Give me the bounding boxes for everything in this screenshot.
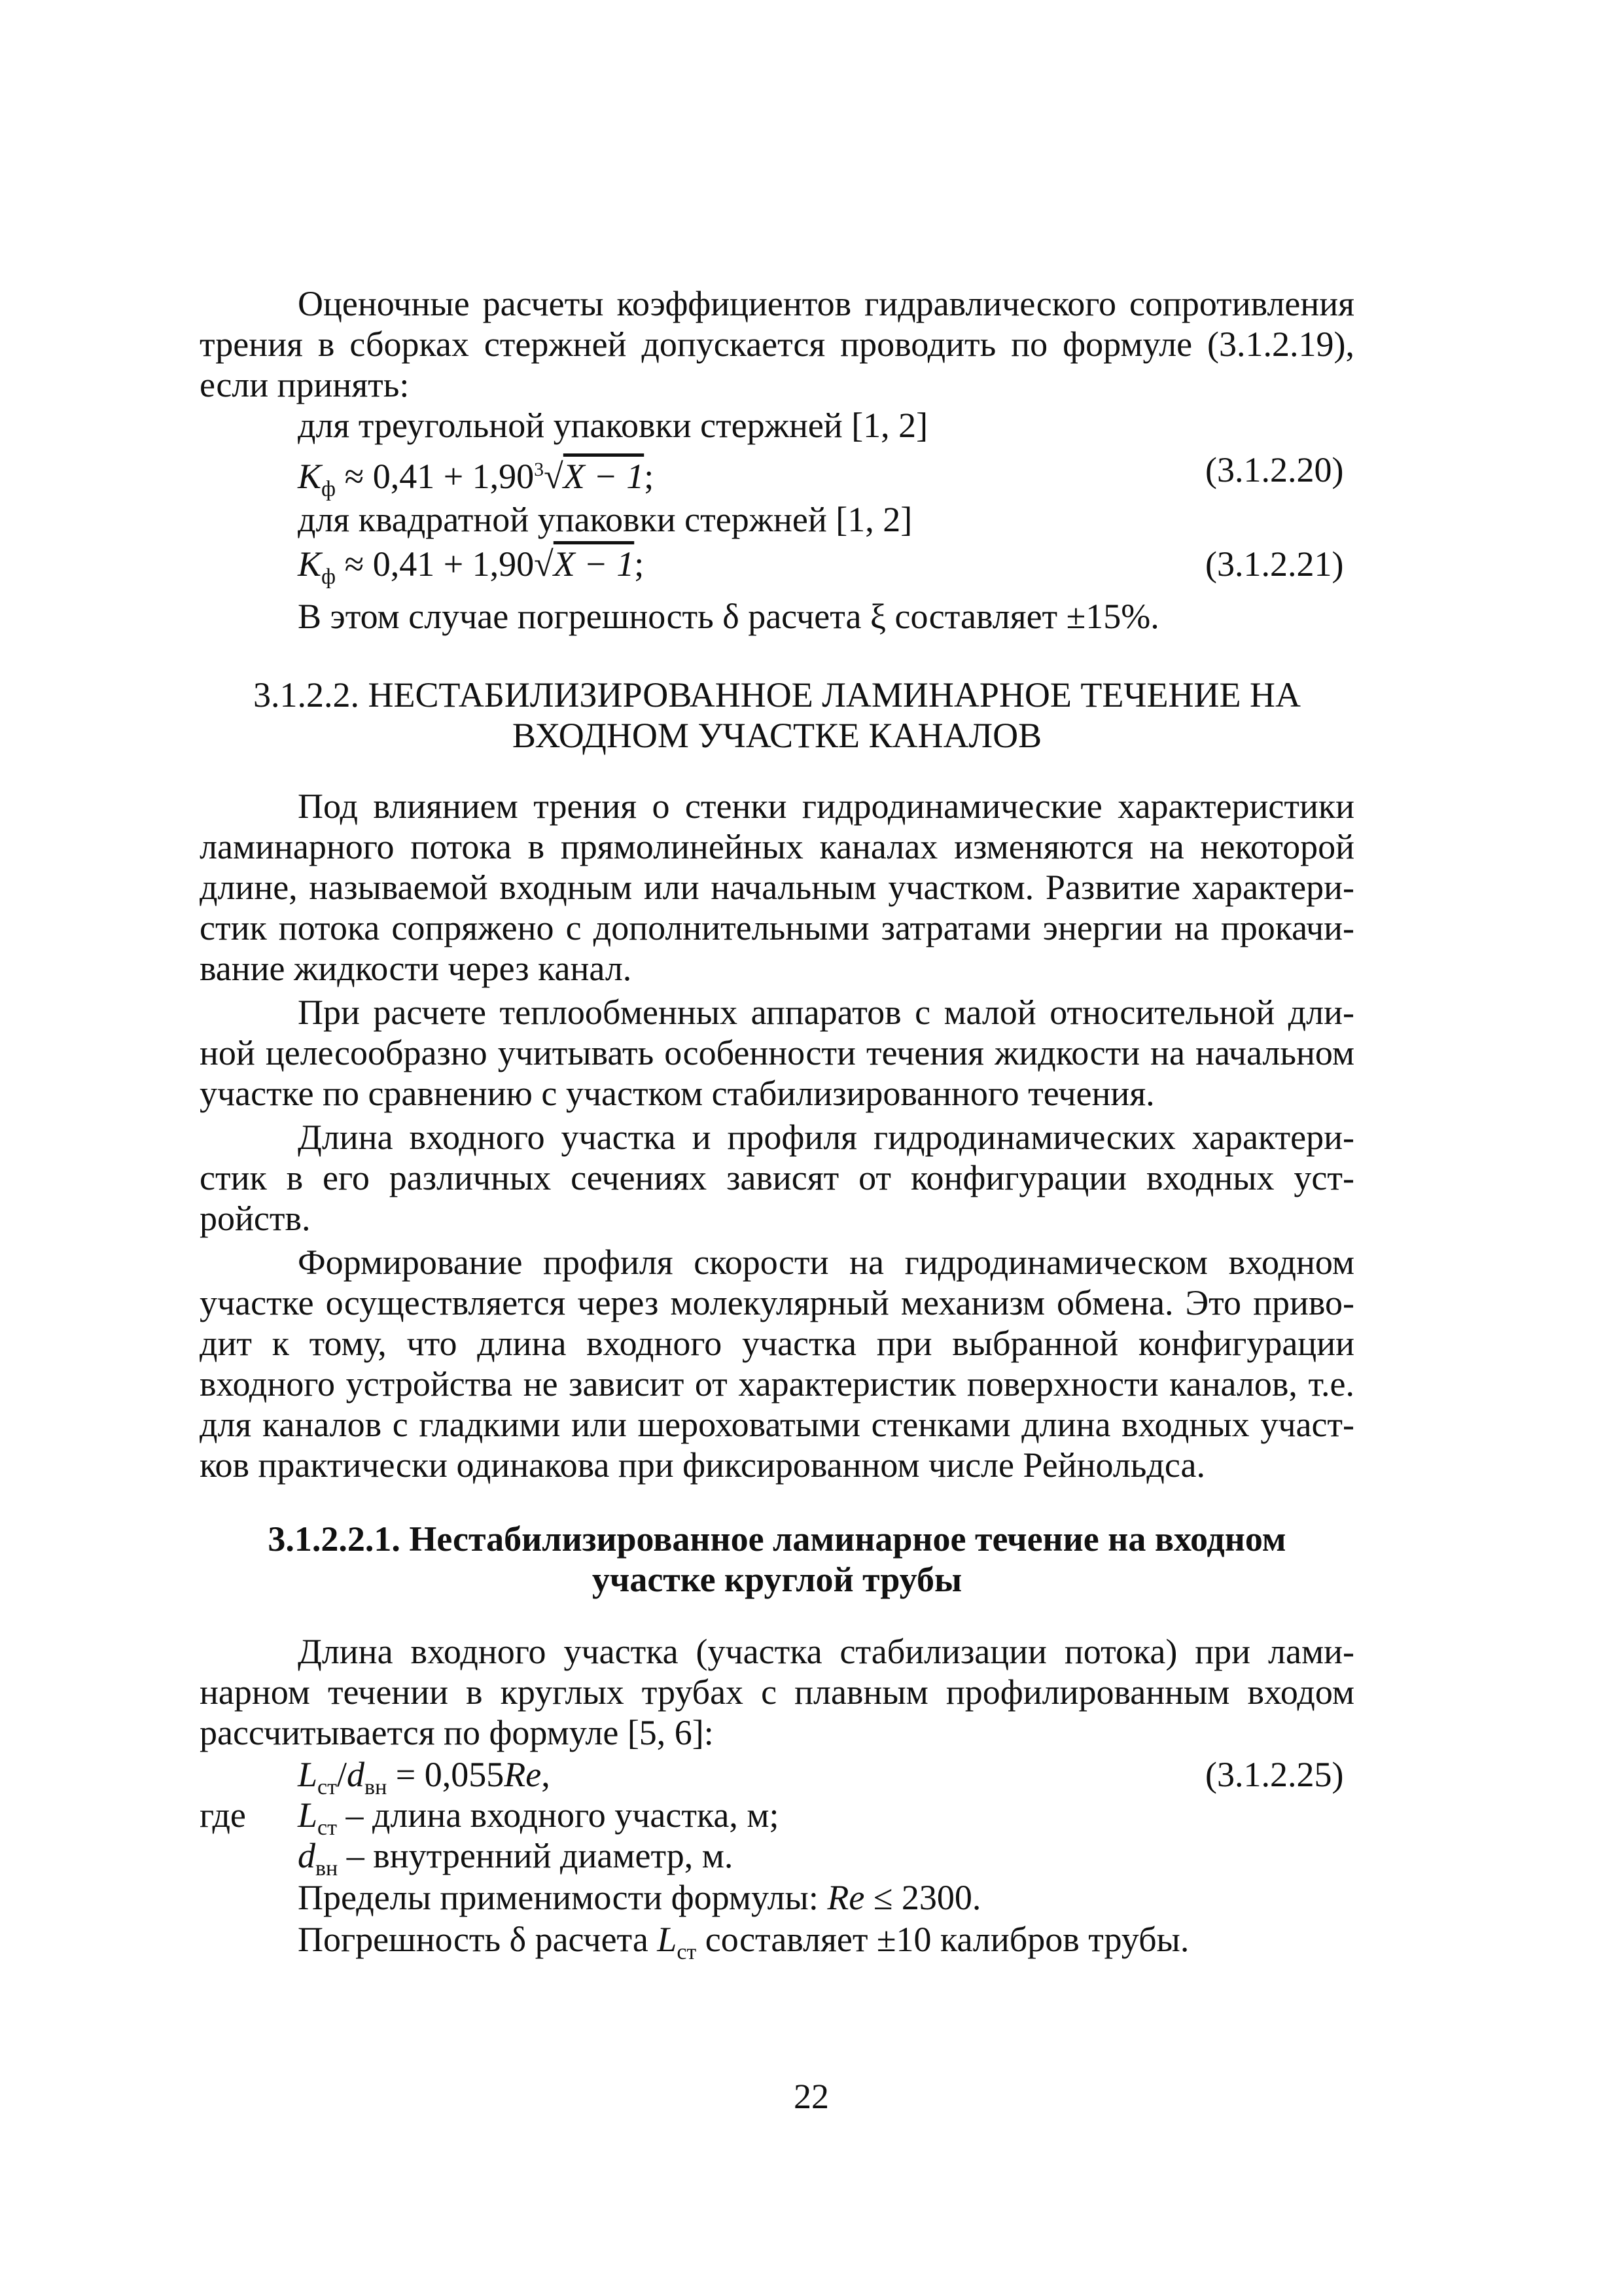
paragraph-3-line-3: участке по сравнению с участком стабилизированного течения. [200, 1074, 1155, 1113]
formula-number-3-1-2-20: (3.1.2.20) [1205, 450, 1344, 489]
paragraph-4-line-2: стик в его различных сечениях зависят от конфигурации входных уст- [200, 1158, 1354, 1197]
paragraph-6-line-2: нарном течении в круглых трубах с плавным профилированным входом [200, 1672, 1354, 1712]
formula-3-1-2-20: $K_ф \approx 0,41 + 1,90^3√X - 1$; [298, 457, 654, 501]
paragraph-1-line-6: В этом случае погрешность δ расчета ξ составляет ±15%. [298, 597, 1159, 636]
paragraph-2-line-1: Под влиянием трения о стенки гидродинамические характеристики [298, 786, 1354, 826]
paragraph-1-line-1: Оценочные расчеты коэффициентов гидравлического сопротивления [298, 284, 1354, 323]
paragraph-6-line-1: Длина входного участка (участка стабилизации потока) при лами- [298, 1632, 1354, 1671]
paragraph-3-line-2: ной целесообразно учитывать особенности течения жидкости на начальном [200, 1033, 1354, 1072]
definition-l-st: $L_{ст}$ – длина входного участка, м; [298, 1795, 779, 1840]
formula-3-1-2-21: $K_ф \approx 0,41 + 1,90√X - 1$; [298, 544, 644, 589]
formula-3-1-2-25: $L_{ст}/d_{вн} = 0,055Re$, [298, 1755, 550, 1799]
error-statement: Погрешность δ расчета $L_{ст}$ составляет ±10 калибров трубы. [298, 1920, 1190, 1964]
where-label: где [200, 1795, 246, 1835]
page-number: 22 [794, 2077, 829, 2116]
subsection-heading-line-2: участке круглой трубы [591, 1560, 962, 1599]
paragraph-1-line-5: для квадратной упаковки стержней [1, 2] [298, 500, 913, 539]
paragraph-5-line-6: ков практически одинакова при фиксированном числе Рейнольдса. [200, 1445, 1205, 1485]
paragraph-2-line-3: длине, называемой входным или начальным участком. Развитие характери- [200, 868, 1354, 907]
paragraph-6-line-3: рассчитывается по формуле [5, 6]: [200, 1713, 714, 1752]
paragraph-5-line-1: Формирование профиля скорости на гидродинамическом входном [298, 1243, 1354, 1282]
paragraph-2-line-5: вание жидкости через канал. [200, 949, 632, 988]
paragraph-1-line-3: если принять: [200, 365, 410, 404]
section-heading-line-1: 3.1.2.2. НЕСТАБИЛИЗИРОВАННОЕ ЛАМИНАРНОЕ ТЕЧЕНИЕ НА [253, 675, 1301, 715]
paragraph-2-line-2: ламинарного потока в прямолинейных каналах изменяются на некоторой [200, 827, 1354, 866]
section-heading-line-2: ВХОДНОМ УЧАСТКЕ КАНАЛОВ [512, 716, 1042, 755]
formula-number-3-1-2-21: (3.1.2.21) [1205, 544, 1344, 584]
paragraph-4-line-1: Длина входного участка и профиля гидродинамических характери- [298, 1118, 1354, 1157]
paragraph-5-line-5: для каналов с гладкими или шероховатыми стенками длина входных участ- [200, 1405, 1354, 1444]
paragraph-1-line-4: для треугольной упаковки стержней [1, 2] [298, 406, 928, 445]
paragraph-3-line-1: При расчете теплообменных аппаратов с малой относительной дли- [298, 993, 1354, 1032]
paragraph-5-line-3: дит к тому, что длина входного участка при выбранной конфигурации [200, 1324, 1354, 1363]
definition-d-vn: $d_{вн}$ – внутренний диаметр, м. [298, 1836, 733, 1881]
paragraph-1-line-2: трения в сборках стержней допускается проводить по формуле (3.1.2.19), [200, 325, 1354, 364]
subsection-heading-line-1: 3.1.2.2.1. Нестабилизированное ламинарное течение на входном [268, 1519, 1286, 1559]
applicability-limits: Пределы применимости формулы: Re ≤ 2300. [298, 1878, 981, 1917]
paragraph-5-line-2: участке осуществляется через молекулярный механизм обмена. Это приво- [200, 1283, 1354, 1322]
paragraph-5-line-4: входного устройства не зависит от характеристик поверхности каналов, т.е. [200, 1364, 1354, 1404]
paragraph-2-line-4: стик потока сопряжено с дополнительными затратами энергии на прокачи- [200, 908, 1354, 947]
formula-number-3-1-2-25: (3.1.2.25) [1205, 1755, 1344, 1794]
paragraph-4-line-3: ройств. [200, 1199, 311, 1238]
